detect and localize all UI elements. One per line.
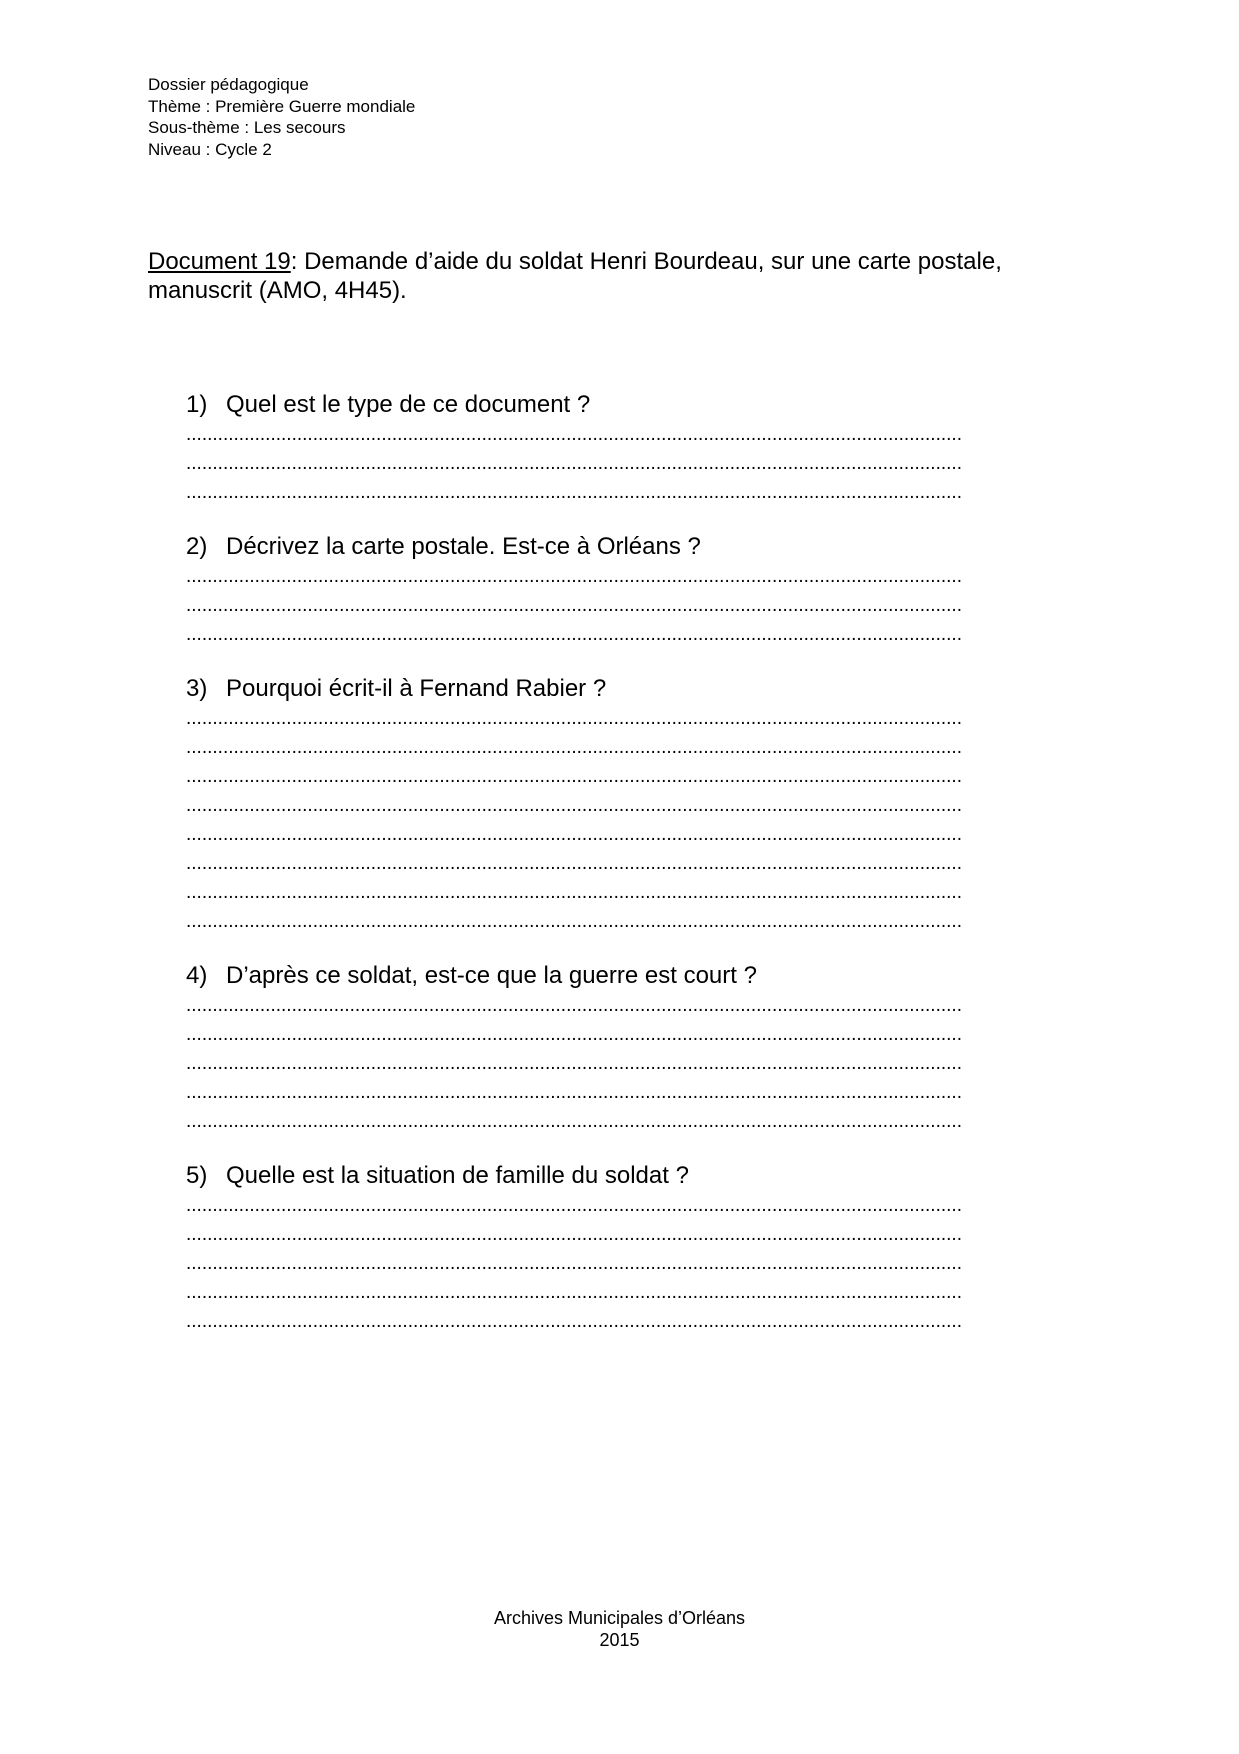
answer-line[interactable]: ................................................................................................................................................... <box>186 595 962 616</box>
question-number: 1) <box>186 391 208 418</box>
header-line-theme: Thème : Première Guerre mondiale <box>148 96 416 116</box>
question-text: Quelle est la situation de famille du soldat ? <box>226 1162 689 1189</box>
answer-line[interactable]: ................................................................................................................................................... <box>186 482 962 503</box>
question-title <box>186 674 1056 704</box>
answer-line[interactable]: ................................................................................................................................................... <box>186 737 962 758</box>
question-block <box>186 961 1056 1136</box>
question-block <box>186 390 1056 507</box>
document-description: : Demande d’aide du soldat Henri Bourdeau, sur une carte postale, manuscrit (AMO, 4H45). <box>148 248 1002 304</box>
footer-line-year: 2015 <box>599 1630 640 1650</box>
answer-line[interactable]: ................................................................................................................................................... <box>186 1253 962 1274</box>
answer-line[interactable]: ................................................................................................................................................... <box>186 1053 962 1074</box>
header-line-dossier: Dossier pédagogique <box>148 75 309 94</box>
answer-line[interactable]: ................................................................................................................................................... <box>186 853 962 874</box>
question-block <box>186 1161 1056 1336</box>
answer-line[interactable]: ................................................................................................................................................... <box>186 453 962 474</box>
answer-line[interactable]: ................................................................................................................................................... <box>186 795 962 816</box>
question-title <box>186 390 1056 420</box>
question-block <box>186 532 1056 649</box>
answer-line[interactable]: ................................................................................................................................................... <box>186 1024 962 1045</box>
footer <box>0 1607 1239 1651</box>
footer-line-archives: Archives Municipales d’Orléans <box>493 1608 746 1628</box>
header-line-sous-theme: Sous-thème : Les secours <box>148 118 346 137</box>
question-text: Décrivez la carte postale. Est-ce à Orléans ? <box>226 533 701 560</box>
answer-line[interactable]: ................................................................................................................................................... <box>186 1195 962 1216</box>
answer-line[interactable]: ................................................................................................................................................... <box>186 824 962 845</box>
questions-list <box>186 390 1056 1361</box>
answer-line[interactable]: ................................................................................................................................................... <box>186 911 962 932</box>
answer-line[interactable]: ................................................................................................................................................... <box>186 1224 962 1245</box>
document-title <box>148 247 1068 305</box>
answer-line[interactable]: ................................................................................................................................................... <box>186 1282 962 1303</box>
question-text: Pourquoi écrit-il à Fernand Rabier ? <box>226 675 607 702</box>
question-text: D’après ce soldat, est-ce que la guerre est court ? <box>226 962 757 989</box>
answer-line[interactable]: ................................................................................................................................................... <box>186 766 962 787</box>
question-number: 3) <box>186 675 208 702</box>
answer-line[interactable]: ................................................................................................................................................... <box>186 1082 962 1103</box>
answer-line[interactable]: ................................................................................................................................................... <box>186 1311 962 1332</box>
answer-line[interactable]: ................................................................................................................................................... <box>186 1111 962 1132</box>
question-block <box>186 674 1056 936</box>
question-number: 2) <box>186 533 208 560</box>
question-number: 5) <box>186 1162 208 1189</box>
question-text: Quel est le type de ce document ? <box>226 391 591 418</box>
answer-line[interactable]: ................................................................................................................................................... <box>186 995 962 1016</box>
question-number: 4) <box>186 962 208 989</box>
answer-line[interactable]: ................................................................................................................................................... <box>186 566 962 587</box>
question-title <box>186 1161 1056 1191</box>
answer-line[interactable]: ................................................................................................................................................... <box>186 708 962 729</box>
answer-line[interactable]: ................................................................................................................................................... <box>186 624 962 645</box>
question-title <box>186 961 1056 991</box>
answer-line[interactable]: ................................................................................................................................................... <box>186 424 962 445</box>
document-label: Document 19 <box>148 248 291 275</box>
header-line-niveau: Niveau : Cycle 2 <box>148 139 272 159</box>
header-block <box>148 74 415 160</box>
answer-line[interactable]: ................................................................................................................................................... <box>186 882 962 903</box>
question-title <box>186 532 1056 562</box>
